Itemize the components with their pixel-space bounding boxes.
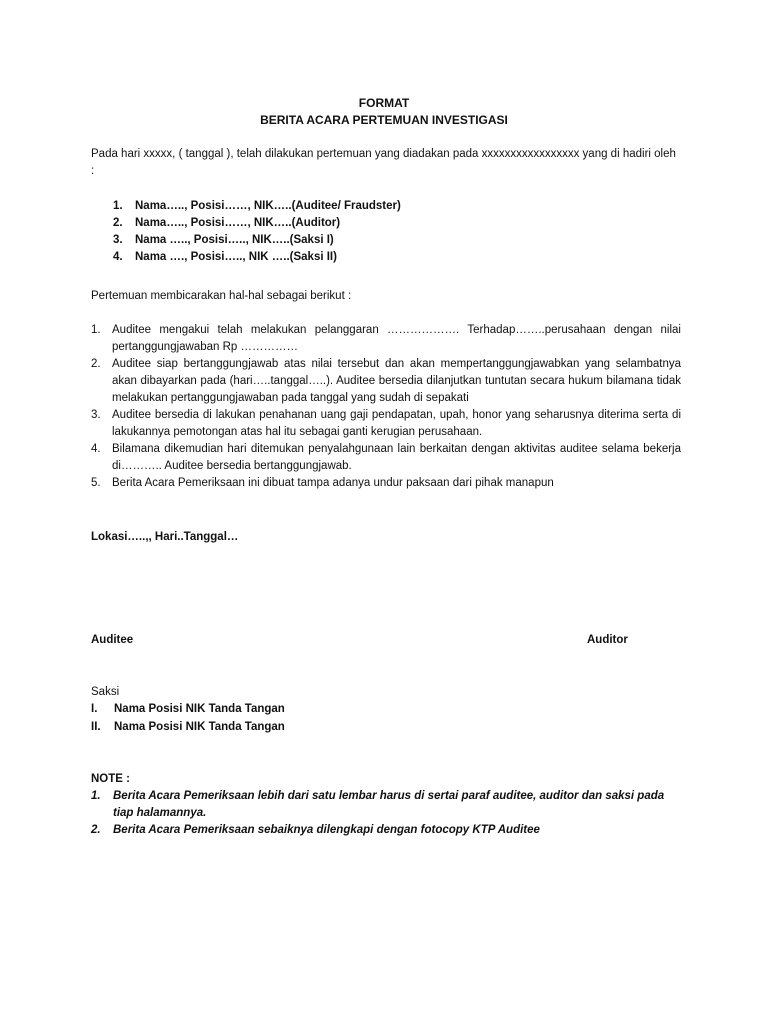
intro-paragraph: Pada hari xxxxx, ( tanggal ), telah dilakukan pertemuan yang diadakan pada xxxxxxxxxxxxxxxxx yang di hadiri oleh : bbox=[91, 148, 676, 177]
point-text: Auditee mengakui telah melakukan pelanggaran ………………. Terhadap……..perusahaan dengan nilai pertanggungjawaban Rp …………… bbox=[112, 324, 681, 353]
point-text: Bilamana dikemudian hari ditemukan penyalahgunaan lain berkaitan dengan aktivitas auditee selama bekerja di……….. Auditee bersedia bertanggungjawab. bbox=[112, 443, 681, 472]
meeting-points-list bbox=[91, 322, 681, 492]
meeting-point bbox=[91, 356, 681, 407]
meeting-point bbox=[91, 322, 681, 356]
note-number: 2. bbox=[91, 824, 101, 836]
participant-text: Nama….., Posisi……, NIK…..(Auditee/ Fraudster) bbox=[135, 200, 401, 212]
participant-text: Nama ….., Posisi….., NIK…..(Saksi I) bbox=[135, 234, 334, 246]
point-number: 5. bbox=[91, 477, 101, 489]
signature-auditee: Auditee bbox=[91, 634, 134, 646]
note-item bbox=[91, 822, 681, 839]
witness-item bbox=[91, 701, 285, 719]
document-title: BERITA ACARA PERTEMUAN INVESTIGASI bbox=[260, 113, 508, 127]
note-text: Berita Acara Pemeriksaan sebaiknya dilengkapi dengan fotocopy KTP Auditee bbox=[113, 824, 540, 836]
witness-item bbox=[91, 719, 285, 737]
note-label: NOTE : bbox=[91, 773, 130, 785]
participant-item bbox=[113, 198, 613, 215]
participant-number: 4. bbox=[113, 251, 123, 263]
point-number: 4. bbox=[91, 443, 101, 455]
witness-list bbox=[91, 701, 285, 737]
location-date-line: Lokasi…..,, Hari..Tanggal… bbox=[91, 531, 239, 543]
participant-number: 3. bbox=[113, 234, 123, 246]
note-list bbox=[91, 788, 681, 839]
witness-text: Nama Posisi NIK Tanda Tangan bbox=[114, 721, 285, 733]
point-number: 1. bbox=[91, 324, 101, 336]
note-item bbox=[91, 788, 681, 822]
witness-label: Saksi bbox=[91, 686, 120, 698]
witness-number: I. bbox=[91, 703, 98, 715]
point-number: 3. bbox=[91, 409, 101, 421]
participant-number: 1. bbox=[113, 200, 123, 212]
meeting-point bbox=[91, 475, 681, 492]
point-text: Berita Acara Pemeriksaan ini dibuat tampa adanya undur paksaan dari pihak manapun bbox=[112, 477, 554, 489]
participant-number: 2. bbox=[113, 217, 123, 229]
participant-item bbox=[113, 249, 613, 266]
signature-auditor: Auditor bbox=[587, 634, 628, 646]
participant-text: Nama….., Posisi……, NIK…..(Auditor) bbox=[135, 217, 341, 229]
point-text: Auditee bersedia di lakukan penahanan uang gaji pendapatan, upah, honor yang seharusnya diterima serta di lakukannya pemotongan atas hal itu sebagai ganti kerugian perusahaan. bbox=[112, 409, 681, 438]
meeting-point bbox=[91, 407, 681, 441]
point-number: 2. bbox=[91, 358, 101, 370]
participant-item bbox=[113, 215, 613, 232]
meeting-intro: Pertemuan membicarakan hal-hal sebagai berikut : bbox=[91, 290, 352, 302]
participant-item bbox=[113, 232, 613, 249]
note-number: 1. bbox=[91, 790, 101, 802]
meeting-point bbox=[91, 441, 681, 475]
point-text: Auditee siap bertanggungjawab atas nilai tersebut dan akan mempertanggungjawabkan yang selambatnya akan dibayarkan pada (hari…..tanggal…..). Auditee bersedia dilanjutkan tuntutan secara hukum bilamana tidak melakukan pertanggungjawaban pada tanggal yang sudah di sepakati bbox=[112, 358, 681, 404]
note-text: Berita Acara Pemeriksaan lebih dari satu lembar harus di sertai paraf auditee, auditor dan saksi pada tiap halamannya. bbox=[113, 790, 665, 819]
document-title-format: FORMAT bbox=[358, 96, 410, 110]
participant-text: Nama …., Posisi….., NIK …..(Saksi II) bbox=[135, 251, 337, 263]
participant-list bbox=[113, 198, 613, 266]
witness-text: Nama Posisi NIK Tanda Tangan bbox=[114, 703, 285, 715]
witness-number: II. bbox=[91, 721, 101, 733]
